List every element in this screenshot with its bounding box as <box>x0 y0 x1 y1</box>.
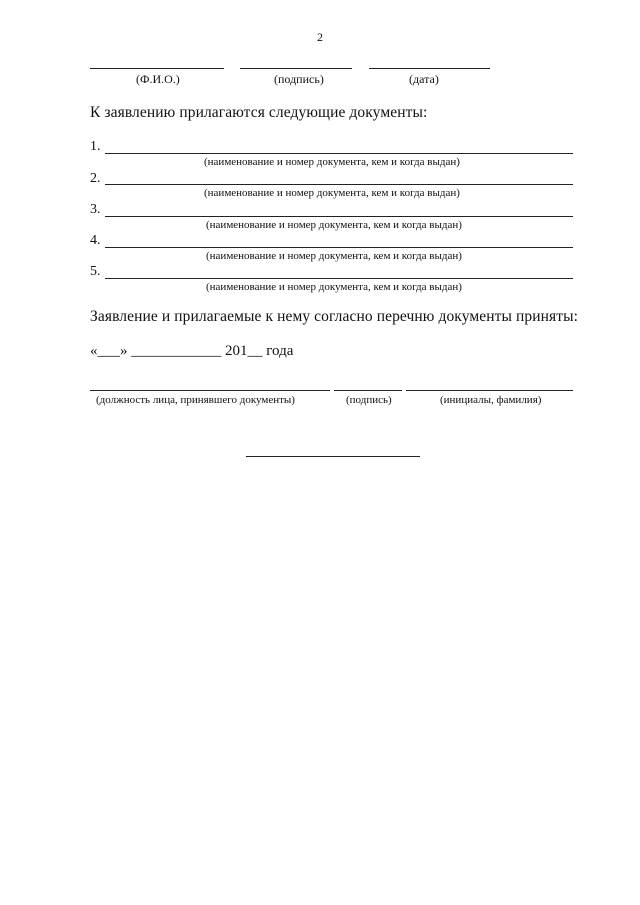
attachment-caption-5: (наименование и номер документа, кем и когда выдан) <box>206 281 462 293</box>
attachment-line-4 <box>105 247 573 248</box>
attachment-line-1 <box>105 153 573 154</box>
attachment-caption-4: (наименование и номер документа, кем и когда выдан) <box>206 250 462 262</box>
signature-line-top <box>240 68 352 69</box>
signature-caption-top: (подпись) <box>274 72 324 86</box>
position-caption: (должность лица, принявшего документы) <box>96 394 295 406</box>
attachment-caption-2: (наименование и номер документа, кем и когда выдан) <box>204 187 460 199</box>
position-line <box>90 390 330 391</box>
fio-line <box>90 68 224 69</box>
attachment-number-1: 1. <box>90 139 101 154</box>
attachment-number-2: 2. <box>90 171 101 186</box>
attachment-line-2 <box>105 184 573 185</box>
date-line-top <box>369 68 490 69</box>
date-caption-top: (дата) <box>409 72 439 86</box>
attachment-line-3 <box>105 216 573 217</box>
attachment-number-5: 5. <box>90 264 101 279</box>
attachment-line-5 <box>105 278 573 279</box>
signature-caption-bottom: (подпись) <box>346 394 392 406</box>
initials-caption: (инициалы, фамилия) <box>440 394 542 406</box>
page-number: 2 <box>317 30 323 44</box>
attachment-number-4: 4. <box>90 233 101 248</box>
acceptance-date: «___» ____________ 201__ года <box>90 343 294 359</box>
closing-separator <box>246 456 420 457</box>
acceptance-statement: Заявление и прилагаемые к нему согласно перечню документы приняты: <box>90 308 579 325</box>
attachment-number-3: 3. <box>90 202 101 217</box>
attachment-caption-1: (наименование и номер документа, кем и когда выдан) <box>204 156 460 168</box>
attachments-heading: К заявлению прилагаются следующие документы: <box>90 104 428 121</box>
fio-caption: (Ф.И.О.) <box>136 72 180 86</box>
attachment-caption-3: (наименование и номер документа, кем и когда выдан) <box>206 219 462 231</box>
signature-line-bottom <box>334 390 402 391</box>
initials-line <box>406 390 573 391</box>
